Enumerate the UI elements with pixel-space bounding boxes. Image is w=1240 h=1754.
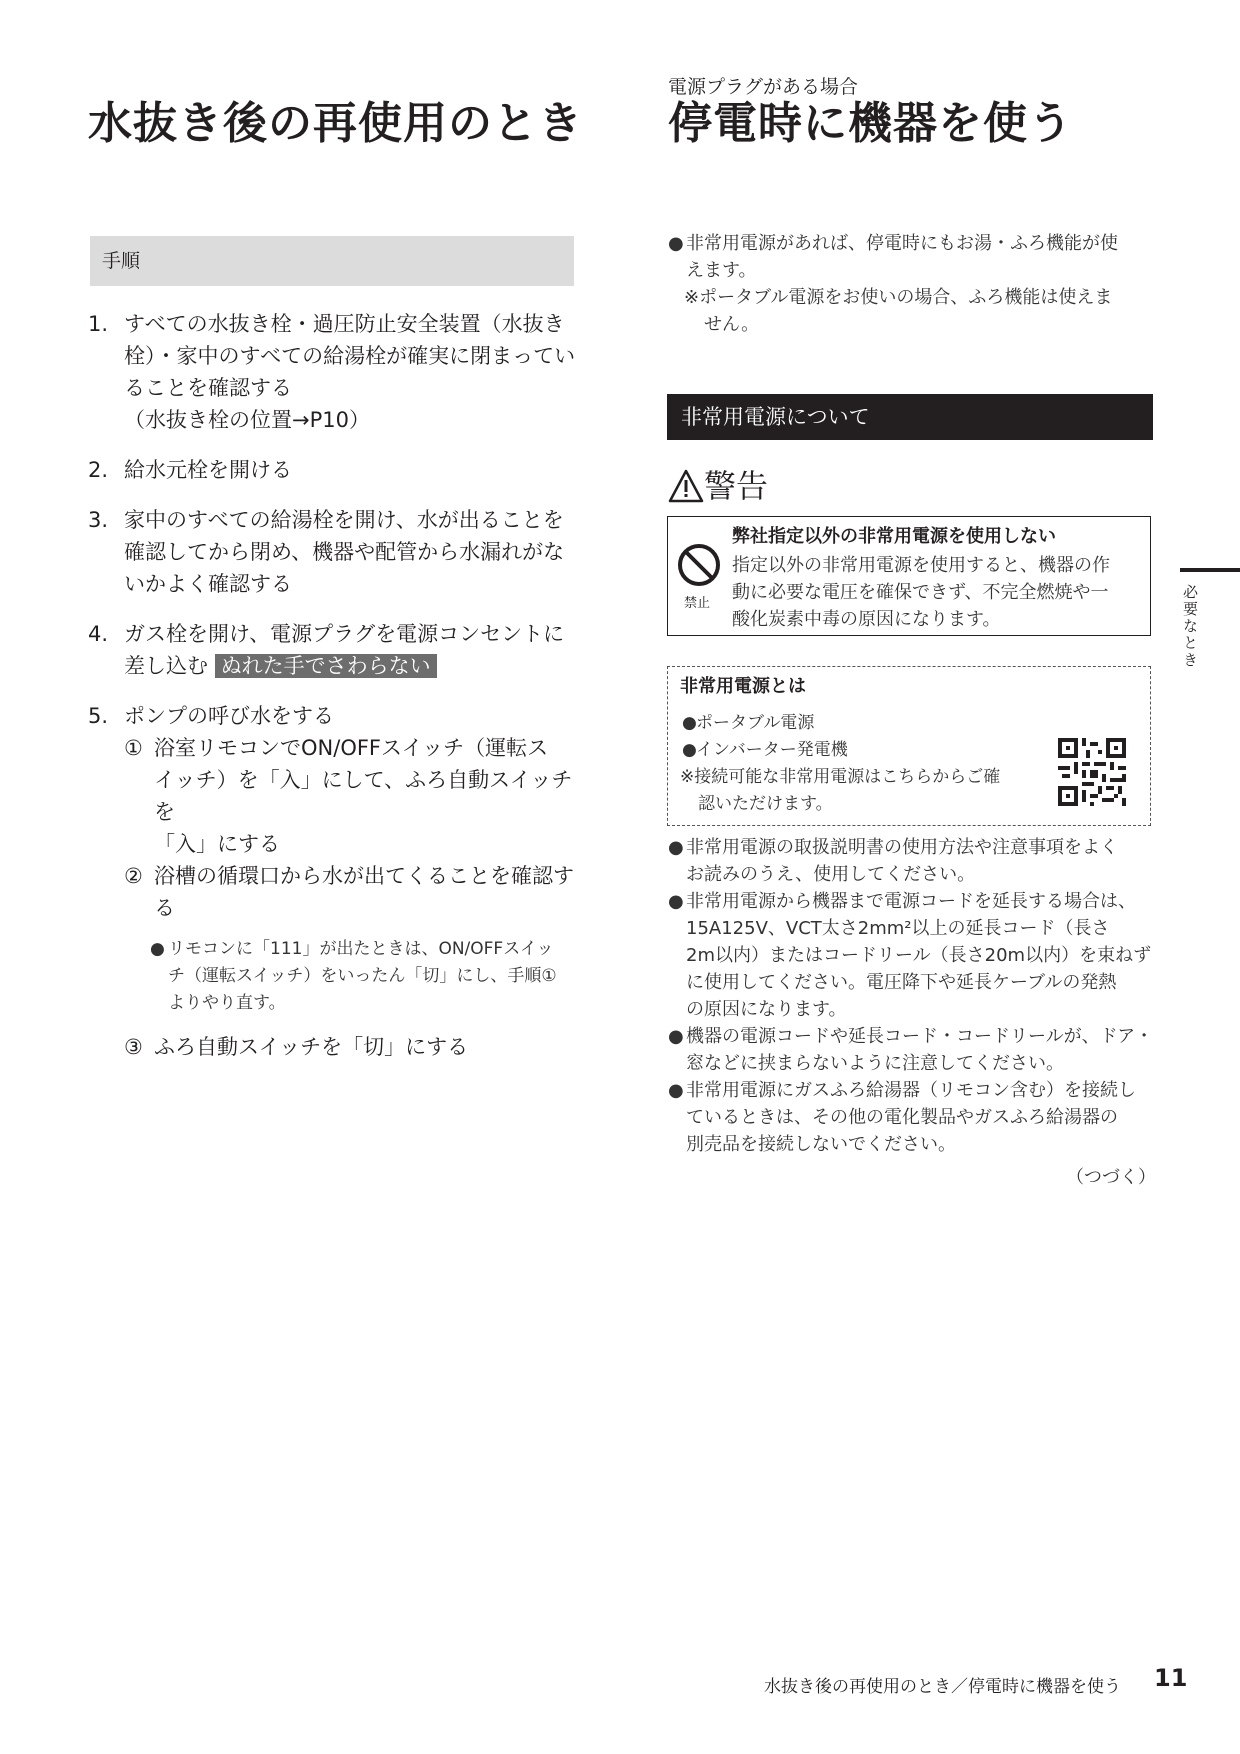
step-1 (88, 308, 578, 436)
substep-number: ② (124, 864, 143, 888)
intro-note (668, 284, 1156, 338)
qr-code-icon[interactable] (1058, 738, 1126, 806)
step-3 (88, 504, 578, 600)
intro-line: 非常用電源があれば、停電時にもお湯・ふろ機能が使 (686, 233, 1118, 254)
warning-heading: 弊社指定以外の非常用電源を使用しない (732, 526, 1056, 547)
warning-line: 動に必要な電圧を確保できず、不完全燃焼や一 (732, 582, 1109, 603)
step-number: 2. (88, 458, 109, 482)
caution-line: に使用してください。電圧降下や延長ケーブルの発熱 (686, 972, 1117, 993)
bullet-icon: ● (668, 891, 684, 912)
step-text: 確認してから閉め、機器や配管から水漏れがな (124, 540, 565, 564)
warning-label: 警告 (704, 467, 769, 505)
substep-text: る (154, 896, 175, 920)
caution-bullet (668, 834, 1156, 888)
caution-bullet (668, 888, 1156, 1023)
caution-line: 別売品を接続しないでください。 (686, 1134, 956, 1155)
warning-body (732, 552, 1144, 633)
info-note-line: ※接続可能な非常用電源はこちらからご確 (680, 767, 1001, 787)
step-4 (88, 618, 578, 682)
info-item (680, 737, 1050, 764)
note-text: チ（運転スイッチ）をいったん「切」にし、手順① (168, 966, 557, 986)
procedure-steps (88, 308, 578, 1081)
caution-line: 2m以内）またはコードリール（長さ20m以内）を束ねず (686, 945, 1152, 966)
substep-1 (124, 732, 578, 860)
info-list (680, 710, 1050, 818)
bullet-icon: ● (668, 233, 684, 254)
substep-text: 「入」にする (154, 832, 280, 856)
continued-label: （つづく） (1066, 1167, 1156, 1188)
caution-line: お読みのうえ、使用してください。 (686, 864, 976, 885)
prohibit-label: 禁止 (684, 596, 711, 611)
substep-3 (124, 1031, 578, 1063)
note-text: リモコンに「111」が出たときは、ON/OFFスイッ (168, 939, 554, 959)
wet-hands-warning-tag: ぬれた手でさわらない (215, 654, 437, 678)
warning-line: 酸化炭素中毒の原因になります。 (732, 609, 1001, 630)
step-number: 1. (88, 312, 109, 336)
page-subtitle-right: 電源プラグがある場合 (668, 76, 859, 98)
step-text: ガス栓を開け、電源プラグを電源コンセントに (124, 622, 565, 646)
bullet-icon: ● (668, 1080, 684, 1101)
substep-number: ① (124, 736, 143, 760)
intro-note-line: ※ポータブル電源をお使いの場合、ふろ機能は使えま (684, 287, 1113, 308)
caution-line: 非常用電源の取扱説明書の使用方法や注意事項をよく (686, 837, 1118, 858)
step-text: 差し込む (124, 654, 208, 678)
caution-line: 機器の電源コードや延長コード・コードリールが、ドア・ (686, 1026, 1154, 1047)
substep-text: ふろ自動スイッチを「切」にする (154, 1035, 469, 1059)
step-text: ポンプの呼び水をする (124, 704, 334, 728)
bullet-icon: ● (668, 837, 684, 858)
caution-line: 窓などに挟まらないように注意してください。 (686, 1053, 1064, 1074)
step-number: 4. (88, 622, 109, 646)
substep-2 (124, 860, 578, 924)
intro-text (668, 230, 1156, 338)
warning-title (668, 466, 768, 506)
step-number: 3. (88, 508, 109, 532)
info-note-line: 認いただけます。 (698, 794, 833, 814)
step-text: ることを確認する (124, 376, 292, 400)
step-text: すべての水抜き栓・過圧防止安全装置（水抜き (124, 312, 565, 336)
info-item-text: インバーター発電機 (696, 740, 848, 760)
substep-text: 浴槽の循環口から水が出てくることを確認す (154, 864, 574, 888)
substep-text: イッチ）を「入」にして、ふろ自動スイッチを (154, 768, 573, 824)
caution-line: ているときは、その他の電化製品やガスふろ給湯器の (686, 1107, 1118, 1128)
warning-triangle-icon (668, 469, 704, 503)
caution-line: の原因になります。 (686, 999, 847, 1020)
prohibit-icon (676, 542, 722, 588)
step-text: 家中のすべての給湯栓を開け、水が出ることを (124, 508, 564, 532)
caution-bullets (668, 834, 1156, 1191)
caution-bullet (668, 1077, 1156, 1158)
bullet-icon: ● (150, 939, 165, 959)
step-number: 5. (88, 704, 109, 728)
intro-bullet (668, 230, 1156, 284)
substep-text: 浴室リモコンでON/OFFスイッチ（運転ス (154, 736, 549, 760)
caution-line: 15A125V、VCT太さ2mm²以上の延長コード（長さ (686, 918, 1110, 939)
bullet-icon: ● (682, 740, 697, 760)
info-title: 非常用電源とは (680, 676, 806, 697)
bullet-icon: ● (682, 713, 697, 733)
note-text: よりやり直す。 (168, 993, 286, 1013)
substep-number: ③ (124, 1035, 143, 1059)
warning-line: 指定以外の非常用電源を使用すると、機器の作 (732, 555, 1110, 576)
step-2 (88, 454, 578, 486)
step-text: 給水元栓を開ける (124, 458, 292, 482)
procedure-heading: 手順 (90, 236, 574, 286)
side-tab-label: 必要なとき (1181, 584, 1199, 669)
footer-title: 水抜き後の再使用のとき／停電時に機器を使う (764, 1677, 1121, 1697)
step-text: 栓）・家中のすべての給湯栓が確実に閉まってい (124, 344, 576, 368)
step-5 (88, 700, 578, 1063)
side-tab-bar (1180, 568, 1240, 572)
caution-line: 非常用電源から機器まで電源コードを延長する場合は、 (686, 891, 1136, 912)
info-item-text: ポータブル電源 (696, 713, 815, 733)
page-title-right: 停電時に機器を使う (668, 98, 1073, 149)
bullet-icon: ● (668, 1026, 684, 1047)
caution-bullet (668, 1023, 1156, 1077)
step-text: （水抜き栓の位置→P10） (124, 408, 370, 432)
page-number: 11 (1154, 1664, 1188, 1692)
info-item (680, 710, 1050, 737)
substep-note (124, 936, 578, 1017)
caution-line: 非常用電源にガスふろ給湯器（リモコン含む）を接続し (686, 1080, 1136, 1101)
intro-note-line: せん。 (704, 314, 760, 335)
step-text: いかよく確認する (124, 572, 292, 596)
page-title-left: 水抜き後の再使用のとき (88, 98, 583, 149)
intro-line: えます。 (686, 260, 757, 281)
section-heading: 非常用電源について (667, 394, 1153, 440)
step-text-line (124, 650, 578, 682)
